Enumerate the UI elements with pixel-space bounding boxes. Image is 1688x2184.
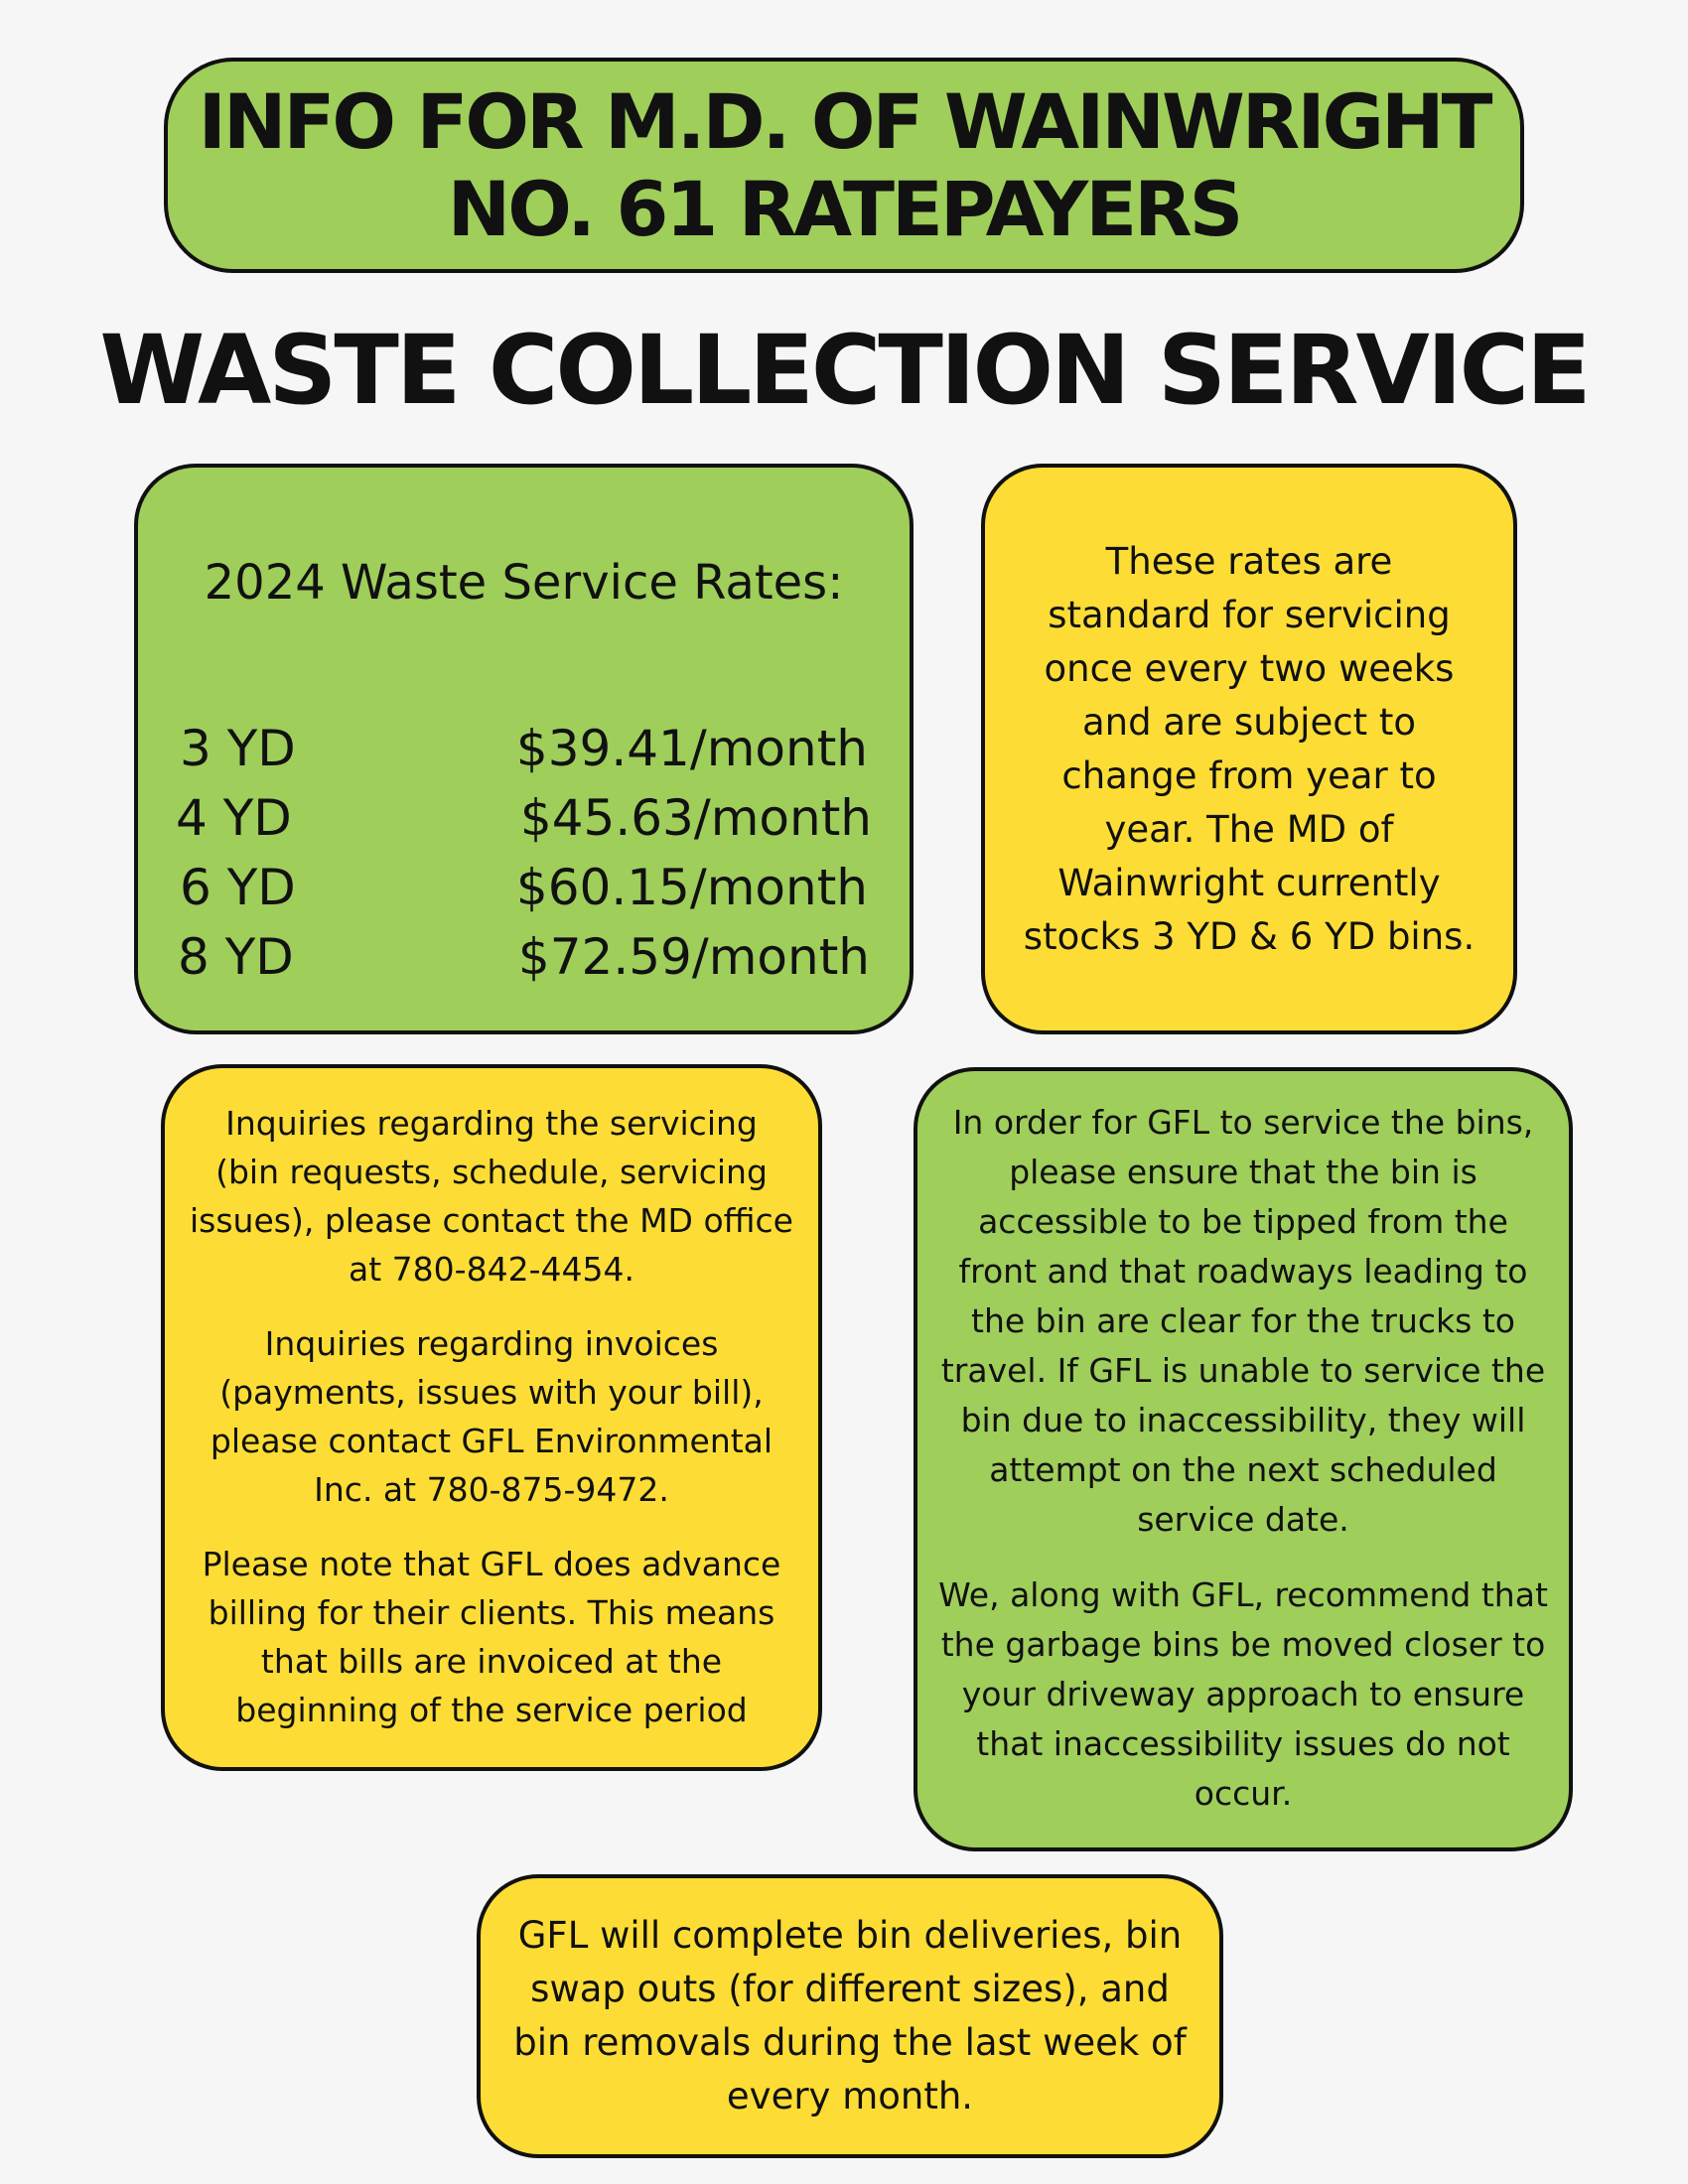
rates-note-panel bbox=[981, 464, 1517, 1034]
bin-access-text: In order for GFL to service the bins, please ensure that the bin is accessible to be tipped from the front and that roadways leading to the bin are clear for the trucks to travel. If GFL is unable to service the bin due to inaccessibility, they will attempt on the next scheduled service date. bbox=[940, 1103, 1546, 1539]
header-line-1: INFO FOR M.D. OF WAINWRIGHT bbox=[198, 76, 1490, 166]
bin-access-panel bbox=[914, 1067, 1573, 1851]
rates-panel bbox=[134, 464, 914, 1034]
rates-note-text: These rates are standard for servicing once every two weeks and are subject to change from year to year. The MD of Wainwright currently stocks 3 YD & 6 YD bins. bbox=[1023, 539, 1476, 958]
page-title: WASTE COLLECTION SERVICE bbox=[99, 315, 1589, 426]
inquiries-panel bbox=[161, 1064, 822, 1771]
rate-size: 8 YD bbox=[178, 928, 294, 986]
delivery-panel bbox=[477, 1874, 1223, 2158]
rate-price: $72.59/month bbox=[517, 928, 870, 986]
header-banner bbox=[164, 58, 1524, 273]
rates-heading: 2024 Waste Service Rates: bbox=[204, 555, 844, 611]
rate-row bbox=[176, 714, 872, 783]
rate-row bbox=[176, 853, 872, 922]
bin-placement-recommendation: We, along with GFL, recommend that the garbage bins be moved closer to your driveway approach to ensure that inaccessibility issues do not occur. bbox=[938, 1575, 1548, 1813]
servicing-inquiries-text: Inquiries regarding the servicing (bin requests, schedule, servicing issues), please contact the MD office at 780-842-4454. bbox=[190, 1104, 793, 1289]
advance-billing-note: Please note that GFL does advance billing for their clients. This means that bills are invoiced at the beginning of the service period bbox=[202, 1545, 781, 1729]
rate-size: 3 YD bbox=[180, 720, 296, 777]
rate-row bbox=[176, 922, 872, 992]
invoice-inquiries-text: Inquiries regarding invoices (payments, issues with your bill), please contact GFL Environmental Inc. at 780-875-9472. bbox=[210, 1324, 774, 1509]
rate-size: 4 YD bbox=[176, 789, 292, 847]
rate-price: $60.15/month bbox=[515, 859, 868, 916]
header-line-2: NO. 61 RATEPAYERS bbox=[447, 164, 1241, 253]
rate-price: $45.63/month bbox=[519, 789, 872, 847]
rate-size: 6 YD bbox=[180, 859, 296, 916]
delivery-schedule-text: GFL will complete bin deliveries, bin swap outs (for different sizes), and bin removals during the last week of every month. bbox=[513, 1914, 1187, 2117]
rate-row bbox=[176, 783, 872, 853]
rate-price: $39.41/month bbox=[515, 720, 868, 777]
